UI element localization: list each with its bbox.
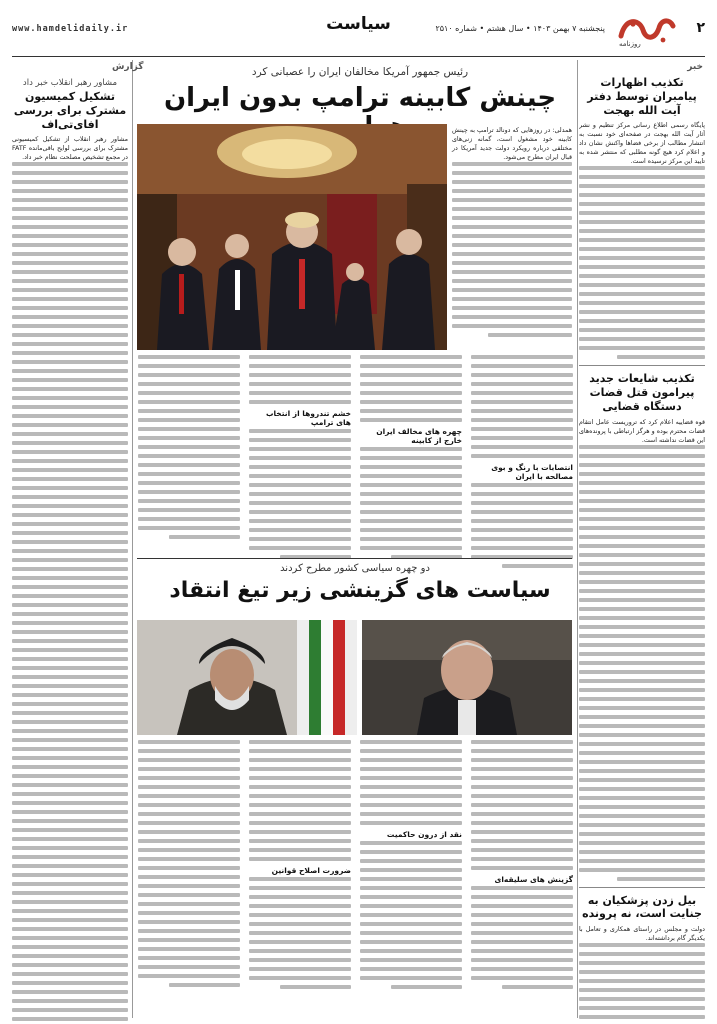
story1-headline: تکذیب اظهارات پیامبران توسط دفتر آیت الله بهجت <box>587 76 697 117</box>
story-separator <box>137 558 572 559</box>
main-inner-head-2: چهره های مخالف ایران خارج از کابینه <box>376 427 462 445</box>
second-headline: سیاست های گزینشی زیر تیغ انتقاد <box>169 578 551 603</box>
second-kicker: دو چهره سیاسی کشور مطرح کردند <box>280 563 430 574</box>
left-report-column <box>12 78 128 1021</box>
main-inner-head-1: انتصابات با رنگ و بوی مصالحه با ایران <box>491 463 573 481</box>
section-title: سیاست <box>326 14 391 34</box>
newspaper-logo <box>615 10 677 50</box>
masthead-rule <box>12 56 705 57</box>
left-kicker: مشاور رهبر انقلاب خبر داد <box>22 78 118 88</box>
main-article-body <box>137 355 573 560</box>
story3-text-lines <box>579 943 705 1021</box>
lead-text-lines <box>452 162 572 337</box>
logo-sub: روزنامه <box>619 40 641 48</box>
left-column-label: گزارش <box>112 62 144 72</box>
story1-body: پایگاه رسمی اطلاع رسانی مرکز تنظیم و نشر آثار آیت الله بهجت در صفحه‌ای خود نسبت به انتشار مطالب از برخی فضاها واکنش نشان داد و اعلام کرد هیچ گونه مطلبی که منتشر شده به تایید این مرکز نرسیده است. <box>579 122 705 166</box>
second-inner-head-2: نقد از درون حاکمیت <box>386 830 462 839</box>
main-photo <box>137 124 447 350</box>
story2-headline: تکذیب شایعات جدید پیرامون قتل قضات دستگاه قضایی <box>589 372 695 413</box>
story1-text-lines <box>579 166 705 359</box>
story2-body: قوه قضاییه اعلام کرد که تروریست عامل انتقام قضات محترم بوده و هرگز ارتباطی با پرونده‌های این قضات نداشته است. <box>579 418 705 444</box>
story2-text-lines <box>579 445 705 881</box>
issue-line: پنجشنبه ۷ بهمن ۱۴۰۳ • سال هشتم • شماره ۲۵۱۰ <box>435 24 605 33</box>
masthead <box>12 8 705 58</box>
second-article-col-4 <box>138 740 240 1018</box>
left-body: مشاور رهبر انقلاب از تشکیل کمیسیونی مشترک برای بررسی لوایح باقی‌مانده FATF در مجمع تشخیص مصلحت نظام خبر داد. <box>12 136 128 162</box>
second-photo-right <box>362 620 572 735</box>
website-url: www.hamdelidaily.ir <box>12 24 129 34</box>
main-article-col-4 <box>138 355 240 560</box>
main-article-col-3 <box>249 355 351 560</box>
main-article-col-1 <box>471 355 573 560</box>
right-news-column <box>579 76 705 1021</box>
main-lead-column <box>452 126 572 344</box>
main-kicker: رئیس جمهور آمریکا مخالفان ایران را عصبانی کرد <box>251 66 469 78</box>
second-article-body <box>137 740 573 1018</box>
main-inner-head-3: خشم تندروها از انتخاب های ترامپ <box>265 409 351 427</box>
left-headline: تشکیل کمیسیون مشترک برای بررسی افای‌تی‌اف <box>13 90 127 131</box>
right-column-label: خبر <box>687 62 703 72</box>
column-divider <box>577 60 578 1018</box>
column-divider-left <box>132 60 133 1018</box>
main-lead-text: همدلی: در روزهایی که دونالد ترامپ به چینش کابینه خود مشغول است، گمانه زنی‌های مختلفی درباره رویکرد دولت جدید آمریکا در قبال ایران مطرح می‌شود. <box>452 127 572 161</box>
story3-body: دولت و مجلس در راستای همکاری و تعامل با یکدیگر گام برداشته‌اند. <box>579 926 705 942</box>
second-inner-head-1: گزینش های سلیقه‌ای <box>494 875 573 884</box>
second-article-col-2 <box>360 740 462 1018</box>
page-number: ۲ <box>696 20 705 36</box>
main-article-col-2 <box>360 355 462 560</box>
second-photo-left <box>137 620 357 735</box>
second-article-col-1 <box>471 740 573 1018</box>
left-text-lines <box>12 162 128 1021</box>
story3-headline: بیل زدن پزشکیان به جنایت است، نه پرونده <box>582 893 702 921</box>
main-headline: چینش کابینه ترامپ بدون ایران <box>163 83 557 113</box>
second-inner-head-3: ضرورت اصلاح قوانین <box>271 866 351 875</box>
second-article-col-3 <box>249 740 351 1018</box>
